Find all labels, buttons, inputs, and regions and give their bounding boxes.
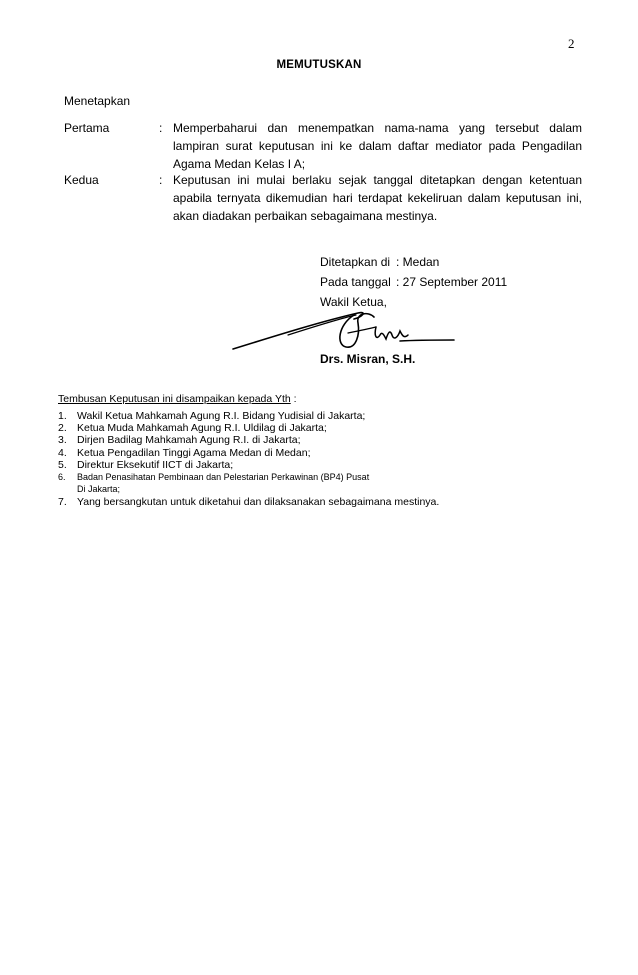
clause-pertama	[64, 119, 582, 173]
signing-date-row	[320, 272, 507, 292]
list-item-text: Ketua Pengadilan Tinggi Agama Medan di Medan;	[77, 446, 311, 459]
signer-name: Drs. Misran, S.H.	[320, 352, 416, 366]
signing-block	[320, 252, 507, 312]
list-item-number: 5.	[58, 458, 67, 471]
tembusan-title-suffix: :	[290, 393, 297, 405]
clause-key: Pertama	[64, 121, 110, 135]
list-item-text: Yang bersangkutan untuk diketahui dan dilaksanakan sebagaimana mestinya.	[77, 496, 440, 509]
document-heading: MEMUTUSKAN	[276, 59, 362, 71]
list-item-number: 3.	[58, 434, 67, 447]
list-item	[58, 434, 439, 446]
signing-date-value: : 27 September 2011	[396, 275, 508, 289]
signing-place-value: : Medan	[396, 255, 440, 269]
list-item	[58, 410, 439, 422]
list-item-text: Ketua Muda Mahkamah Agung R.I. Uldilag di Jakarta;	[77, 422, 327, 435]
signing-position: Wakil Ketua,	[320, 295, 387, 309]
list-item-text: Wakil Ketua Mahkamah Agung R.I. Bidang Yudisial di Jakarta;	[77, 410, 366, 422]
list-item	[58, 496, 439, 508]
clause-kedua	[64, 171, 582, 225]
tembusan-list	[58, 410, 439, 509]
list-item-number: 1.	[58, 410, 67, 422]
signing-date-label: Pada tanggal	[320, 275, 391, 289]
clause-text: Keputusan ini mulai berlaku sejak tanggal ditetapkan dengan ketentuan apabila ternyata dikemudian hari terdapat kekeliruan dalam keputusan ini, akan diadakan perbaikan sebagaimana mestinya.	[173, 173, 582, 223]
list-item	[58, 422, 439, 434]
signing-place-label: Ditetapkan di	[320, 255, 391, 269]
list-item-number: 4.	[58, 446, 67, 459]
list-item	[58, 471, 439, 495]
handwritten-signature	[228, 305, 458, 355]
tembusan-title-text: Tembusan Keputusan ini disampaikan kepada Yth	[58, 393, 291, 405]
tembusan-title	[58, 393, 297, 405]
list-item-text: Badan Penasihatan Pembinaan dan Pelestarian Perkawinan (BP4) Pusat	[77, 472, 370, 483]
clause-text: Memperbaharui dan menempatkan nama-nama yang tersebut dalam lampiran surat keputusan ini ke dalam daftar mediator pada Pengadilan Agama Medan Kelas I A;	[173, 121, 582, 171]
page-number: 2	[568, 36, 575, 51]
clause-key: Kedua	[64, 173, 99, 187]
list-item	[58, 447, 439, 459]
list-item-number: 2.	[58, 422, 67, 435]
list-item-number: 6.	[58, 472, 66, 483]
menetapkan-label: Menetapkan	[64, 94, 131, 108]
clause-colon: :	[159, 121, 163, 135]
clause-colon: :	[159, 173, 163, 187]
signing-place-row	[320, 252, 507, 272]
list-item	[58, 459, 439, 471]
list-item-text: Dirjen Badilag Mahkamah Agung R.I. di Jakarta;	[77, 434, 301, 447]
list-item-text-continued: Di Jakarta;	[77, 484, 121, 495]
list-item-number: 7.	[58, 496, 67, 509]
list-item-text: Direktur Eksekutif IICT di Jakarta;	[77, 458, 234, 471]
